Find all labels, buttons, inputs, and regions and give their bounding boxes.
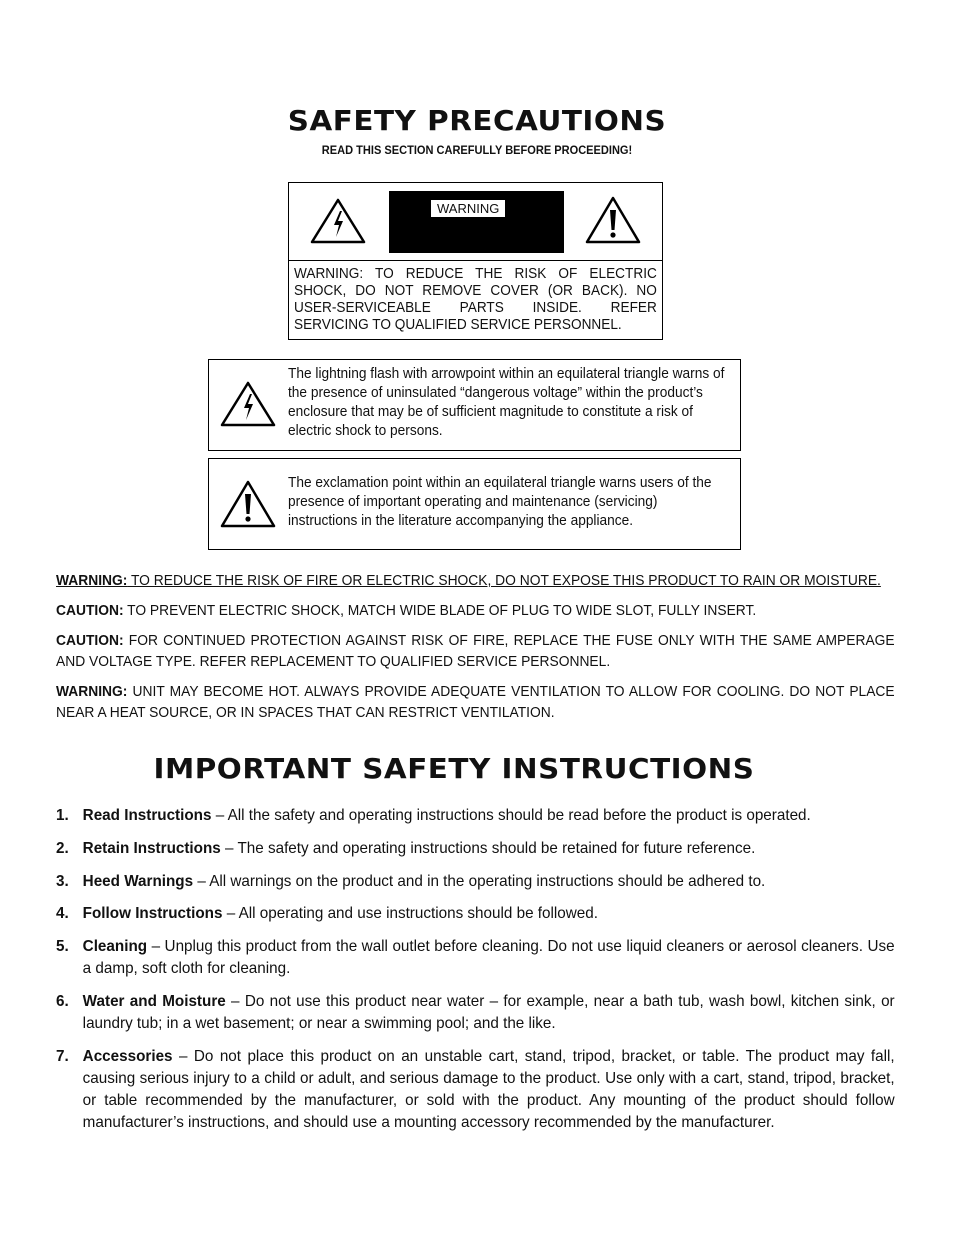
- instruction-title: Cleaning: [82, 938, 148, 955]
- warning-label-box: [288, 182, 663, 340]
- instructions-title: IMPORTANT SAFETY INSTRUCTIONS: [153, 752, 755, 785]
- notice-text: UNIT MAY BECOME HOT. ALWAYS PROVIDE ADEQUATE VENTILATION TO ALLOW FOR COOLING. DO NOT PLACE NEAR A HEAT SOURCE, OR IN SPACES THAT CAN RESTRICT VENTILATION.: [56, 684, 895, 721]
- instruction-title: Water and Moisture: [82, 993, 226, 1010]
- notice-label: WARNING:: [56, 573, 128, 589]
- exclamation-triangle-icon: [584, 195, 642, 245]
- lightning-triangle-icon: [309, 197, 367, 245]
- instruction-item: [56, 871, 895, 893]
- instruction-title: Heed Warnings: [82, 873, 194, 890]
- instruction-text: – Do not use this product near water – for example, near a bath tub, wash bowl, kitchen sink, or laundry tub; in a wet basement; or near a swimming pool; and the like.: [82, 993, 895, 1032]
- instruction-number: 4.: [56, 905, 69, 922]
- instruction-item: [56, 838, 895, 860]
- lightning-triangle-icon: [219, 380, 277, 428]
- instruction-item: [56, 936, 895, 980]
- warning-label-text: WARNING: TO REDUCE THE RISK OF ELECTRIC SHOCK, DO NOT REMOVE COVER (OR BACK). NO USER-SERVICEABLE PARTS INSIDE. REFER SERVICING TO QUALIFIED SERVICE PERSONNEL.: [294, 266, 657, 333]
- notice-rain-moisture: [56, 571, 895, 592]
- notice-text: FOR CONTINUED PROTECTION AGAINST RISK OF FIRE, REPLACE THE FUSE ONLY WITH THE SAME AMPERAGE AND VOLTAGE TYPE. REFER REPLACEMENT TO QUALIFIED SERVICE PERSONNEL.: [56, 633, 895, 670]
- notice-label: CAUTION:: [56, 633, 124, 649]
- lightning-symbol-box: [208, 359, 741, 451]
- exclamation-symbol-text: The exclamation point within an equilateral triangle warns users of the presence of important operating and maintenance (servicing) instructions in the literature accompanying the appliance.: [288, 475, 712, 529]
- exclamation-symbol-box: [208, 458, 741, 550]
- instruction-item: [56, 903, 895, 925]
- instruction-item: [56, 1046, 895, 1134]
- notice-label: WARNING:: [56, 684, 128, 700]
- instruction-title: Follow Instructions: [82, 905, 223, 922]
- instruction-title: Retain Instructions: [82, 840, 221, 857]
- instruction-text: – Unplug this product from the wall outlet before cleaning. Do not use liquid cleaners or aerosol cleaners. Use a damp, soft cloth for cleaning.: [82, 938, 895, 977]
- instruction-title: Read Instructions: [82, 807, 212, 824]
- instruction-text: – All the safety and operating instructions should be read before the product is operated.: [211, 807, 811, 824]
- lightning-symbol-text: The lightning flash with arrowpoint within an equilateral triangle warns of the presence of uninsulated “dangerous voltage” within the product’s enclosure that may be of sufficient magnitude to constitute a risk of electric shock to persons.: [288, 366, 725, 439]
- instruction-number: 7.: [56, 1048, 69, 1065]
- instruction-number: 2.: [56, 840, 69, 857]
- instruction-number: 3.: [56, 873, 69, 890]
- instruction-title: Accessories: [82, 1048, 173, 1065]
- notice-heat: [56, 682, 895, 724]
- instruction-number: 1.: [56, 807, 69, 824]
- exclamation-triangle-icon: [219, 479, 277, 529]
- instruction-number: 6.: [56, 993, 69, 1010]
- instruction-number: 5.: [56, 938, 69, 955]
- instruction-item: [56, 805, 895, 827]
- instruction-text: – Do not place this product on an unstable cart, stand, tripod, bracket, or table. The product may fall, causing serious injury to a child or adult, and serious damage to the product. Use only with a cart, stand, tripod, bracket, or table recommended by the manufacturer, or sold with the product. Any mounting of the product should follow manufacturer’s instructions, and should use a mounting accessory recommended by the manufacturer.: [82, 1048, 895, 1131]
- page-subtitle: READ THIS SECTION CAREFULLY BEFORE PROCEEDING!: [321, 143, 633, 157]
- notice-text: TO REDUCE THE RISK OF FIRE OR ELECTRIC SHOCK, DO NOT EXPOSE THIS PRODUCT TO RAIN OR MOISTURE.: [127, 573, 881, 589]
- notice-fuse: [56, 631, 895, 673]
- instruction-item: [56, 991, 895, 1035]
- notice-label: CAUTION:: [56, 603, 124, 619]
- notice-plug: [56, 601, 895, 622]
- warning-label-graphics: [289, 183, 662, 261]
- page-title: SAFETY PRECAUTIONS: [287, 104, 667, 137]
- instruction-text: – The safety and operating instructions should be retained for future reference.: [220, 840, 756, 857]
- warning-panel-label: WARNING: [431, 200, 505, 217]
- instruction-text: – All warnings on the product and in the operating instructions should be adhered to.: [193, 873, 766, 890]
- instruction-text: – All operating and use instructions should be followed.: [222, 905, 598, 922]
- warning-panel: [389, 191, 564, 253]
- notice-text: TO PREVENT ELECTRIC SHOCK, MATCH WIDE BLADE OF PLUG TO WIDE SLOT, FULLY INSERT.: [123, 603, 757, 619]
